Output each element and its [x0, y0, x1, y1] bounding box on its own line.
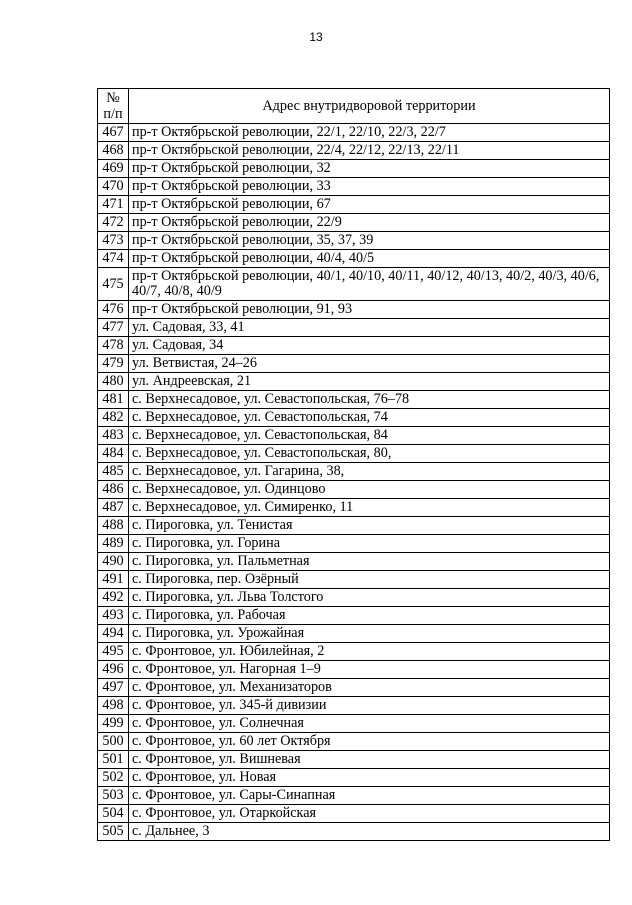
table-row	[98, 301, 610, 319]
row-number: 481	[98, 391, 129, 409]
table-row	[98, 232, 610, 250]
table-row	[98, 409, 610, 427]
row-address: ул. Ветвистая, 24–26	[129, 355, 610, 373]
row-number: 479	[98, 355, 129, 373]
row-number: 495	[98, 643, 129, 661]
row-address: ул. Андреевская, 21	[129, 373, 610, 391]
row-address: пр-т Октябрьской революции, 67	[129, 196, 610, 214]
table-row	[98, 160, 610, 178]
row-address: с. Фронтовое, ул. 345-й дивизии	[129, 697, 610, 715]
table-row	[98, 751, 610, 769]
row-address: с. Фронтовое, ул. Вишневая	[129, 751, 610, 769]
column-header-address: Адрес внутридворовой территории	[129, 89, 610, 124]
row-address: с. Пироговка, ул. Пальметная	[129, 553, 610, 571]
row-number: 467	[98, 124, 129, 142]
row-number: 474	[98, 250, 129, 268]
row-address: пр-т Октябрьской революции, 40/1, 40/10, 40/11, 40/12, 40/13, 40/2, 40/3, 40/6, 40/7, 40/8, 40/9	[129, 268, 610, 301]
table-row	[98, 355, 610, 373]
row-number: 484	[98, 445, 129, 463]
row-number: 483	[98, 427, 129, 445]
table-row	[98, 463, 610, 481]
row-address: с. Фронтовое, ул. Нагорная 1–9	[129, 661, 610, 679]
row-address: с. Дальнее, 3	[129, 823, 610, 841]
table-row	[98, 214, 610, 232]
row-number: 496	[98, 661, 129, 679]
row-number: 468	[98, 142, 129, 160]
row-number: 477	[98, 319, 129, 337]
row-number: 505	[98, 823, 129, 841]
table-row	[98, 787, 610, 805]
table-header-row	[98, 89, 610, 124]
table-row	[98, 571, 610, 589]
row-address: с. Верхнесадовое, ул. Севастопольская, 76–78	[129, 391, 610, 409]
row-number: 475	[98, 268, 129, 301]
row-number: 469	[98, 160, 129, 178]
row-address: с. Фронтовое, ул. 60 лет Октября	[129, 733, 610, 751]
table-row	[98, 142, 610, 160]
table-row	[98, 805, 610, 823]
row-address: с. Пироговка, ул. Льва Толстого	[129, 589, 610, 607]
row-address: с. Фронтовое, ул. Юбилейная, 2	[129, 643, 610, 661]
column-header-number	[98, 89, 129, 124]
row-address: с. Верхнесадовое, ул. Гагарина, 38,	[129, 463, 610, 481]
table-row	[98, 427, 610, 445]
row-address: с. Пироговка, ул. Тенистая	[129, 517, 610, 535]
row-number: 501	[98, 751, 129, 769]
address-table	[97, 88, 610, 841]
row-number: 493	[98, 607, 129, 625]
row-address: с. Пироговка, ул. Урожайная	[129, 625, 610, 643]
row-address: пр-т Октябрьской революции, 22/1, 22/10, 22/3, 22/7	[129, 124, 610, 142]
column-header-number-line1: №	[106, 90, 120, 106]
table-row	[98, 373, 610, 391]
row-address: с. Фронтовое, ул. Механизаторов	[129, 679, 610, 697]
row-address: с. Фронтовое, ул. Отаркойская	[129, 805, 610, 823]
row-address: с. Верхнесадовое, ул. Севастопольская, 84	[129, 427, 610, 445]
table-row	[98, 196, 610, 214]
row-address: с. Верхнесадовое, ул. Севастопольская, 80,	[129, 445, 610, 463]
row-number: 472	[98, 214, 129, 232]
table-row	[98, 625, 610, 643]
row-address: ул. Садовая, 33, 41	[129, 319, 610, 337]
row-number: 476	[98, 301, 129, 319]
row-address: ул. Садовая, 34	[129, 337, 610, 355]
row-address: с. Фронтовое, ул. Новая	[129, 769, 610, 787]
row-number: 480	[98, 373, 129, 391]
row-number: 504	[98, 805, 129, 823]
row-number: 486	[98, 481, 129, 499]
row-number: 471	[98, 196, 129, 214]
row-address: пр-т Октябрьской революции, 35, 37, 39	[129, 232, 610, 250]
row-number: 500	[98, 733, 129, 751]
row-number: 473	[98, 232, 129, 250]
table-row	[98, 661, 610, 679]
table-row	[98, 607, 610, 625]
row-number: 491	[98, 571, 129, 589]
row-number: 478	[98, 337, 129, 355]
row-number: 488	[98, 517, 129, 535]
row-number: 482	[98, 409, 129, 427]
row-number: 489	[98, 535, 129, 553]
table-row	[98, 319, 610, 337]
row-number: 494	[98, 625, 129, 643]
row-address: пр-т Октябрьской революции, 33	[129, 178, 610, 196]
table-row	[98, 178, 610, 196]
row-address: пр-т Октябрьской революции, 22/9	[129, 214, 610, 232]
table-row	[98, 124, 610, 142]
table-row	[98, 589, 610, 607]
row-address: с. Фронтовое, ул. Сары-Синапная	[129, 787, 610, 805]
table-row	[98, 250, 610, 268]
row-number: 498	[98, 697, 129, 715]
table-row	[98, 715, 610, 733]
row-address: пр-т Октябрьской революции, 40/4, 40/5	[129, 250, 610, 268]
row-number: 503	[98, 787, 129, 805]
row-number: 497	[98, 679, 129, 697]
page-number: 13	[309, 30, 323, 44]
table-body	[98, 124, 610, 841]
table-row	[98, 391, 610, 409]
table-row	[98, 823, 610, 841]
table-row	[98, 445, 610, 463]
table-row	[98, 535, 610, 553]
table-row	[98, 553, 610, 571]
table-row	[98, 679, 610, 697]
column-header-number-line2: п/п	[103, 106, 123, 122]
row-address: с. Пироговка, ул. Рабочая	[129, 607, 610, 625]
table-row	[98, 268, 610, 301]
row-number: 470	[98, 178, 129, 196]
row-number: 490	[98, 553, 129, 571]
row-number: 499	[98, 715, 129, 733]
table-row	[98, 643, 610, 661]
row-address: пр-т Октябрьской революции, 91, 93	[129, 301, 610, 319]
row-number: 487	[98, 499, 129, 517]
row-address: с. Пироговка, пер. Озёрный	[129, 571, 610, 589]
table-row	[98, 481, 610, 499]
row-address: с. Пироговка, ул. Горина	[129, 535, 610, 553]
row-number: 485	[98, 463, 129, 481]
table-row	[98, 499, 610, 517]
row-number: 492	[98, 589, 129, 607]
row-address: пр-т Октябрьской революции, 32	[129, 160, 610, 178]
table-row	[98, 733, 610, 751]
row-address: с. Верхнесадовое, ул. Севастопольская, 74	[129, 409, 610, 427]
table-row	[98, 697, 610, 715]
row-address: с. Верхнесадовое, ул. Симиренко, 11	[129, 499, 610, 517]
table-row	[98, 769, 610, 787]
row-number: 502	[98, 769, 129, 787]
row-address: с. Верхнесадовое, ул. Одинцово	[129, 481, 610, 499]
row-address: с. Фронтовое, ул. Солнечная	[129, 715, 610, 733]
row-address: пр-т Октябрьской революции, 22/4, 22/12, 22/13, 22/11	[129, 142, 610, 160]
table-row	[98, 337, 610, 355]
table-row	[98, 517, 610, 535]
